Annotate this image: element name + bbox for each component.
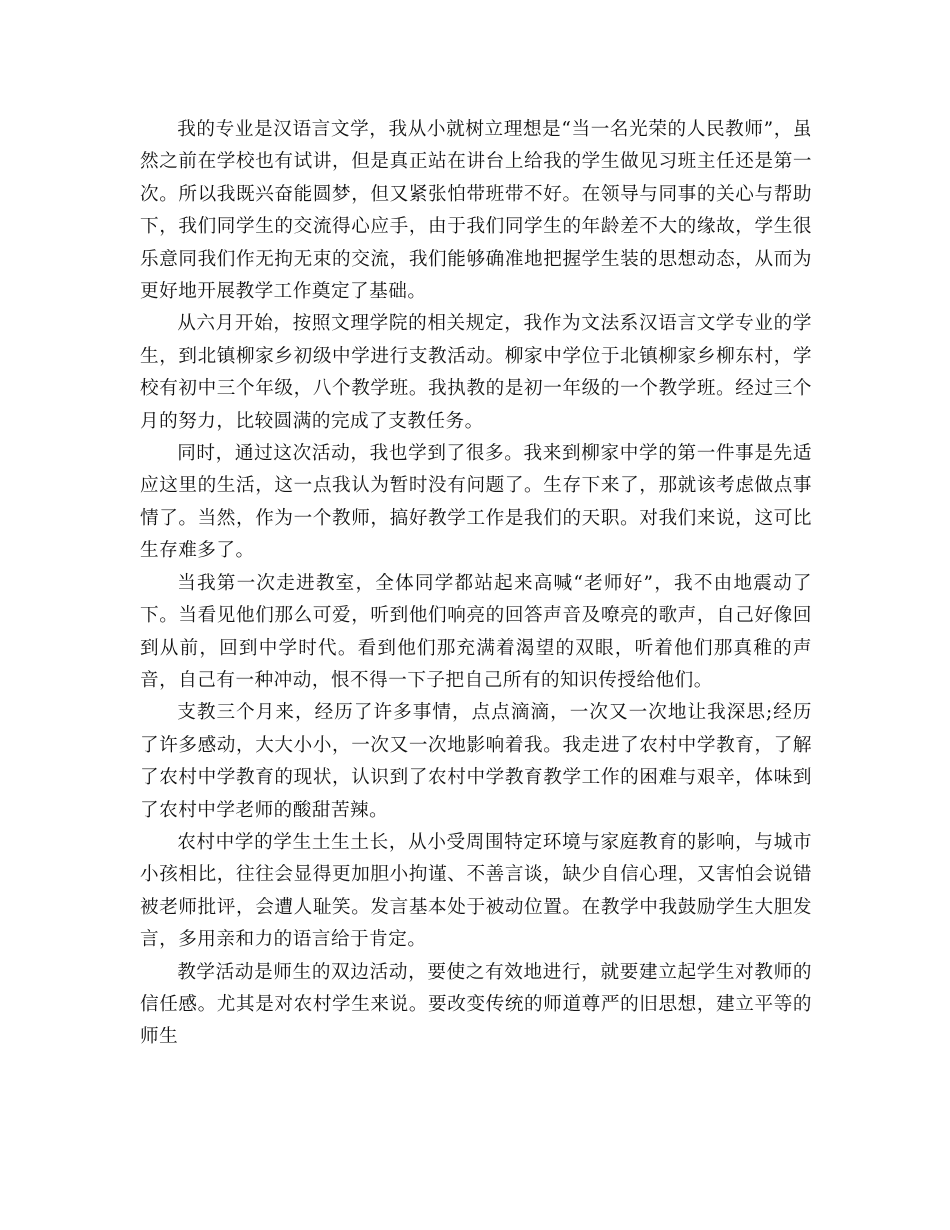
paragraph-4: 当我第一次走进教室，全体同学都站起来高喊“老师好”，我不由地震动了下。当看见他们那么可爱，听到他们响亮的回答声音及嘹亮的歌声，自己好像回到从前，回到中学时代。看到他们那充满着渴望的双眼，听着他们那真稚的声音，自己有一种冲动，恨不得一下子把自己所有的知识传授给他们。 [140, 572, 812, 691]
paragraph-1: 我的专业是汉语言文学，我从小就树立理想是“当一名光荣的人民教师”，虽然之前在学校也有试讲，但是真正站在讲台上给我的学生做见习班主任还是第一次。所以我既兴奋能圆梦，但又紧张怕带班带不好。在领导与同事的关心与帮助下，我们同学生的交流得心应手，由于我们同学生的年龄差不大的缘故，学生很乐意同我们作无拘无束的交流，我们能够确准地把握学生装的思想动态，从而为更好地开展教学工作奠定了基础。 [140, 119, 812, 303]
paragraph-7: 教学活动是师生的双边活动，要使之有效地进行，就要建立起学生对教师的信任感。尤其是对农村学生来说。要改变传统的师道尊严的旧思想，建立平等的师生 [140, 961, 812, 1048]
paragraph-3: 同时，通过这次活动，我也学到了很多。我来到柳家中学的第一件事是先适应这里的生活，这一点我认为暂时没有问题了。生存下来了，那就该考虑做点事情了。当然，作为一个教师，搞好教学工作是我们的天职。对我们来说，这可比生存难多了。 [140, 443, 812, 562]
paragraph-6: 农村中学的学生土生土长，从小受周围特定环境与家庭教育的影响，与城市小孩相比，往往会显得更加胆小拘谨、不善言谈，缺少自信心理，又害怕会说错被老师批评，会遭人耻笑。发言基本处于被动位置。在教学中我鼓励学生大胆发言，多用亲和力的语言给于肯定。 [140, 831, 812, 951]
paragraph-5: 支教三个月来，经历了许多事情，点点滴滴，一次又一次地让我深思;经历了许多感动，大大小小，一次又一次地影响着我。我走进了农村中学教育，了解了农村中学教育的现状，认识到了农村中学教育教学工作的困难与艰辛，体味到了农村中学老师的酸甜苦辣。 [140, 702, 812, 821]
document-page [140, 114, 812, 1054]
paragraph-2: 从六月开始，按照文理学院的相关规定，我作为文法系汉语言文学专业的学生，到北镇柳家乡初级中学进行支教活动。柳家中学位于北镇柳家乡柳东村，学校有初中三个年级，八个教学班。我执教的是初一年级的一个教学班。经过三个月的努力，比较圆满的完成了支教任务。 [140, 313, 812, 432]
